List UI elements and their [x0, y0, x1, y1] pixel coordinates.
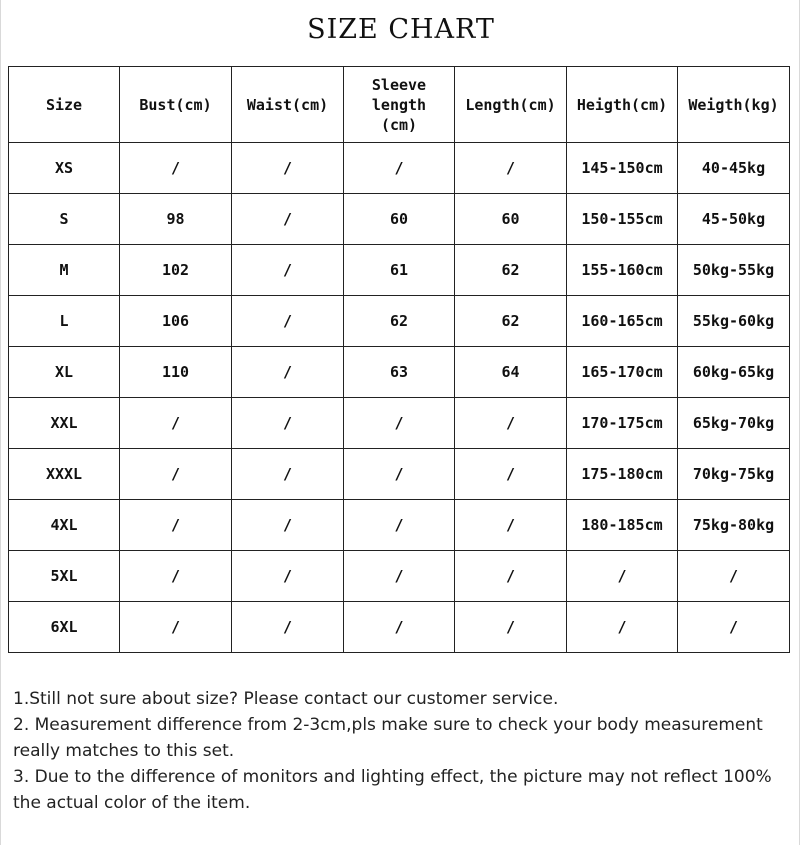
table-cell: / [678, 551, 790, 602]
table-cell: 180-185cm [567, 500, 678, 551]
table-cell: 6XL [9, 602, 120, 653]
table-cell: / [678, 602, 790, 653]
table-cell: / [232, 296, 344, 347]
table-cell: 170-175cm [567, 398, 678, 449]
table-cell: / [232, 143, 344, 194]
table-cell: 150-155cm [567, 194, 678, 245]
table-cell: 60kg-65kg [678, 347, 790, 398]
notes [13, 686, 789, 816]
table-cell: 160-165cm [567, 296, 678, 347]
table-cell: 75kg-80kg [678, 500, 790, 551]
table-cell: / [344, 449, 455, 500]
table-cell: / [567, 602, 678, 653]
header-waist: Waist(cm) [232, 67, 344, 143]
table-cell: 106 [120, 296, 232, 347]
header-height: Heigth(cm) [567, 67, 678, 143]
table-cell: / [232, 500, 344, 551]
table-cell: 65kg-70kg [678, 398, 790, 449]
note-item: 3. Due to the difference of monitors and lighting effect, the picture may not reflect 100% the actual color of the item. [13, 767, 772, 813]
table-cell: 62 [344, 296, 455, 347]
table-cell: / [232, 194, 344, 245]
table-cell: 145-150cm [567, 143, 678, 194]
table-cell: / [455, 602, 567, 653]
table-cell: 62 [455, 296, 567, 347]
table-row [9, 500, 790, 551]
table-cell: M [9, 245, 120, 296]
table-cell: 98 [120, 194, 232, 245]
table-cell: 60 [344, 194, 455, 245]
table-cell: 60 [455, 194, 567, 245]
table-row [9, 398, 790, 449]
header-bust: Bust(cm) [120, 67, 232, 143]
table-cell: 61 [344, 245, 455, 296]
table-body [9, 143, 790, 653]
table-cell: 102 [120, 245, 232, 296]
table-cell: / [567, 551, 678, 602]
table-cell: / [120, 143, 232, 194]
table-cell: / [120, 398, 232, 449]
size-table [8, 66, 790, 653]
header-sleeve-length: Sleeve length (cm) [344, 67, 455, 143]
header-size: Size [9, 67, 120, 143]
table-row [9, 143, 790, 194]
page-title: SIZE CHART [307, 14, 495, 45]
table-cell: 50kg-55kg [678, 245, 790, 296]
table-header-row [9, 67, 790, 143]
table-cell: 110 [120, 347, 232, 398]
table-cell: / [120, 500, 232, 551]
table-cell: / [120, 551, 232, 602]
table-row [9, 296, 790, 347]
table-cell: / [344, 551, 455, 602]
table-cell: / [120, 449, 232, 500]
table-cell: 70kg-75kg [678, 449, 790, 500]
note-item: 1.Still not sure about size? Please contact our customer service. [13, 689, 559, 709]
table-cell: 45-50kg [678, 194, 790, 245]
table-row [9, 449, 790, 500]
table-cell: / [232, 551, 344, 602]
table-cell: / [344, 398, 455, 449]
table-cell: 55kg-60kg [678, 296, 790, 347]
table-cell: 62 [455, 245, 567, 296]
table-cell: XXL [9, 398, 120, 449]
table-cell: XXXL [9, 449, 120, 500]
table-cell: 165-170cm [567, 347, 678, 398]
table-cell: 155-160cm [567, 245, 678, 296]
note-item: 2. Measurement difference from 2-3cm,pls make sure to check your body measurement really matches to this set. [13, 715, 763, 761]
table-cell: XL [9, 347, 120, 398]
table-cell: / [232, 449, 344, 500]
table-cell: 40-45kg [678, 143, 790, 194]
table-row [9, 245, 790, 296]
header-weight: Weigth(kg) [678, 67, 790, 143]
table-row [9, 194, 790, 245]
table-cell: / [455, 449, 567, 500]
table-cell: / [232, 398, 344, 449]
table-cell: L [9, 296, 120, 347]
table-cell: S [9, 194, 120, 245]
table-cell: 4XL [9, 500, 120, 551]
table-cell: / [455, 551, 567, 602]
table-cell: / [232, 245, 344, 296]
header-length: Length(cm) [455, 67, 567, 143]
table-cell: / [232, 347, 344, 398]
table-cell: 64 [455, 347, 567, 398]
table-cell: / [455, 143, 567, 194]
table-cell: / [344, 602, 455, 653]
table-cell: / [120, 602, 232, 653]
table-row [9, 551, 790, 602]
table-cell: / [455, 500, 567, 551]
table-cell: / [344, 143, 455, 194]
table-cell: / [232, 602, 344, 653]
table-row [9, 602, 790, 653]
table-cell: 5XL [9, 551, 120, 602]
table-cell: / [455, 398, 567, 449]
table-cell: 175-180cm [567, 449, 678, 500]
table-row [9, 347, 790, 398]
table-cell: XS [9, 143, 120, 194]
table-cell: 63 [344, 347, 455, 398]
table-cell: / [344, 500, 455, 551]
